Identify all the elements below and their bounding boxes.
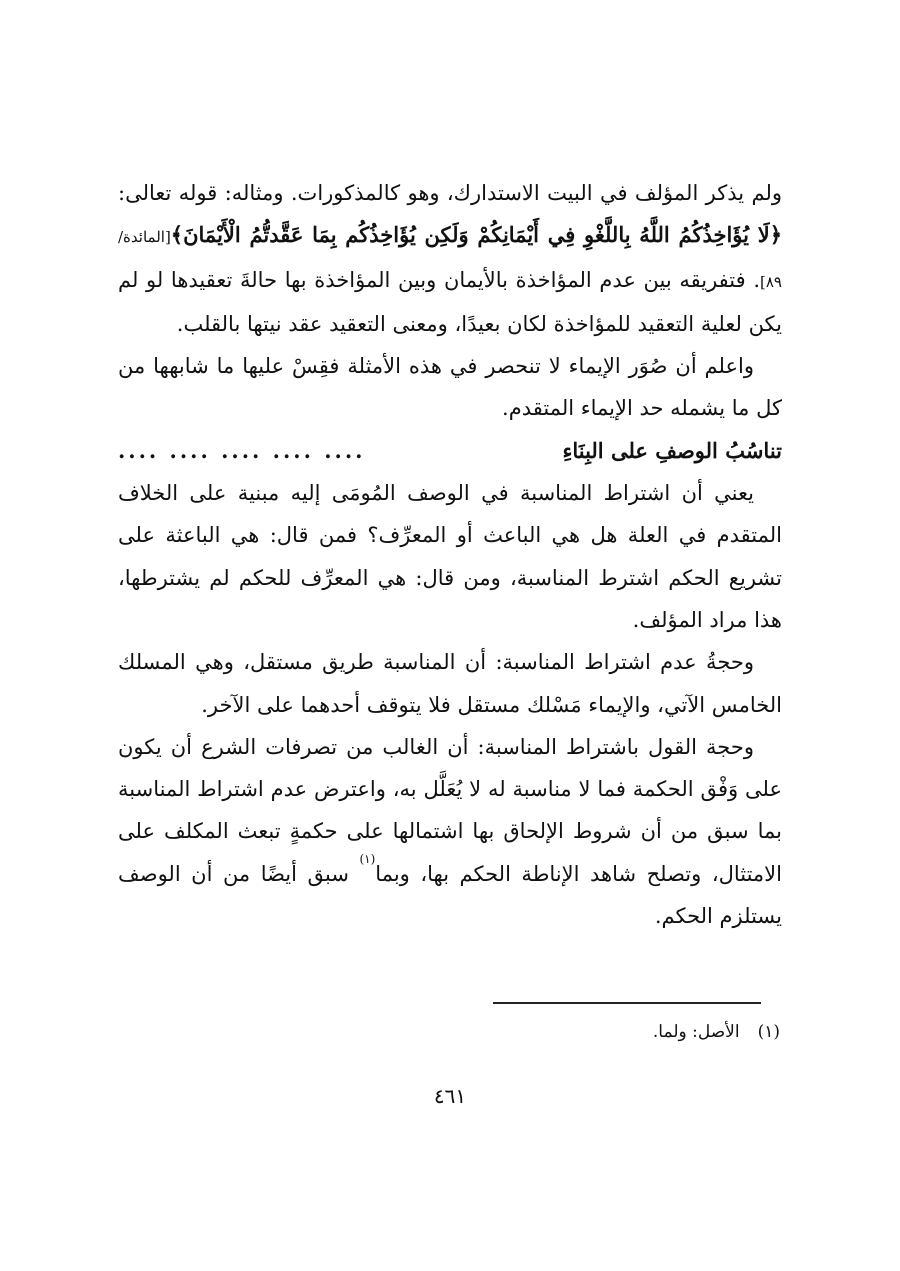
footnote-separator [493,1002,761,1004]
paragraph-argument-against: وحجةُ عدم اشتراط المناسبة: أن المناسبة طريق مستقل، وهي المسلك الخامس الآتي، والإيماء مَسْلك مستقل فلا يتوقف أحدهما على الآخر. [118,650,782,717]
footnote-text: الأصل: ولما. [652,1022,740,1042]
footnote-marker: (١) [757,1022,780,1042]
verse-heading [118,430,782,472]
paragraph-argument-for [118,726,782,937]
paragraph-text: سبق أيضًا من أن الوصف يستلزم الحكم. [118,861,782,929]
paragraph-explanation: يعني أن اشتراط المناسبة في الوصف المُومَى إليه مبنية على الخلاف المتقدم في العلة هل هي الباعث أو المعرِّف؟ فمن قال: هي الباعثة على تشريع الحكم اشترط المناسبة، ومن قال: هي المعرِّف للحكم لم يشترطها، هذا مراد المؤلف. [118,481,782,632]
verse-heading-dots: .... .... .... .... .... [118,437,366,463]
paragraph-text: وحجة القول باشتراط المناسبة: أن الغالب من تصرفات الشرع أن يكون على وَفْق الحكمة فما لا مناسبة له لا يُعَلَّل به، واعترض عدم اشتراط المناسبة بما سبق من أن شروط الإلحاق بها اشتمالها على حكمةٍ تبعث المكلف على الامتثال، وتصلح شاهد الإناطة الحكم بها، وبما [118,734,782,886]
footnote-reference: (١) [359,851,376,866]
paragraph-text: ولم يذكر المؤلف في البيت الاستدارك، وهو كالمذكورات. ومثاله: قوله تعالى: [118,181,782,205]
verse-reference: [المائدة/ ٨٩] [118,228,782,291]
verse-heading-title: تناسُبُ الوصفِ على البِنَاءِ [562,437,782,463]
footnote [653,1018,780,1046]
quran-verse: ﴿لَا يُؤَاخِذُكُمُ اللَّهُ بِاللَّغْوِ فِي أَيْمَانِكُمْ وَلَكِن يُؤَاخِذُكُم بِمَا عَقَّدتُّمُ الْأَيْمَانَ﴾ [170,222,782,248]
paragraph-forms-of-allusion: واعلم أن صُوَر الإيماء لا تنحصر في هذه الأمثلة فقِسْ عليها ما شابهها من كل ما يشمله حد الإيماء المتقدم. [118,354,782,421]
main-text [118,172,782,937]
page-number: ٤٦١ [433,1084,467,1108]
paragraph-text: . فتفريقه بين عدم المؤاخذة بالأيمان وبين المؤاخذة بها حالةَ تعقيدها لو لم يكن لعلية التعقيد للمؤاخذة لكان بعيدًا، ومعنى التعقيد عقد نيتها بالقلب. [118,267,782,336]
paragraph-example [118,172,782,345]
